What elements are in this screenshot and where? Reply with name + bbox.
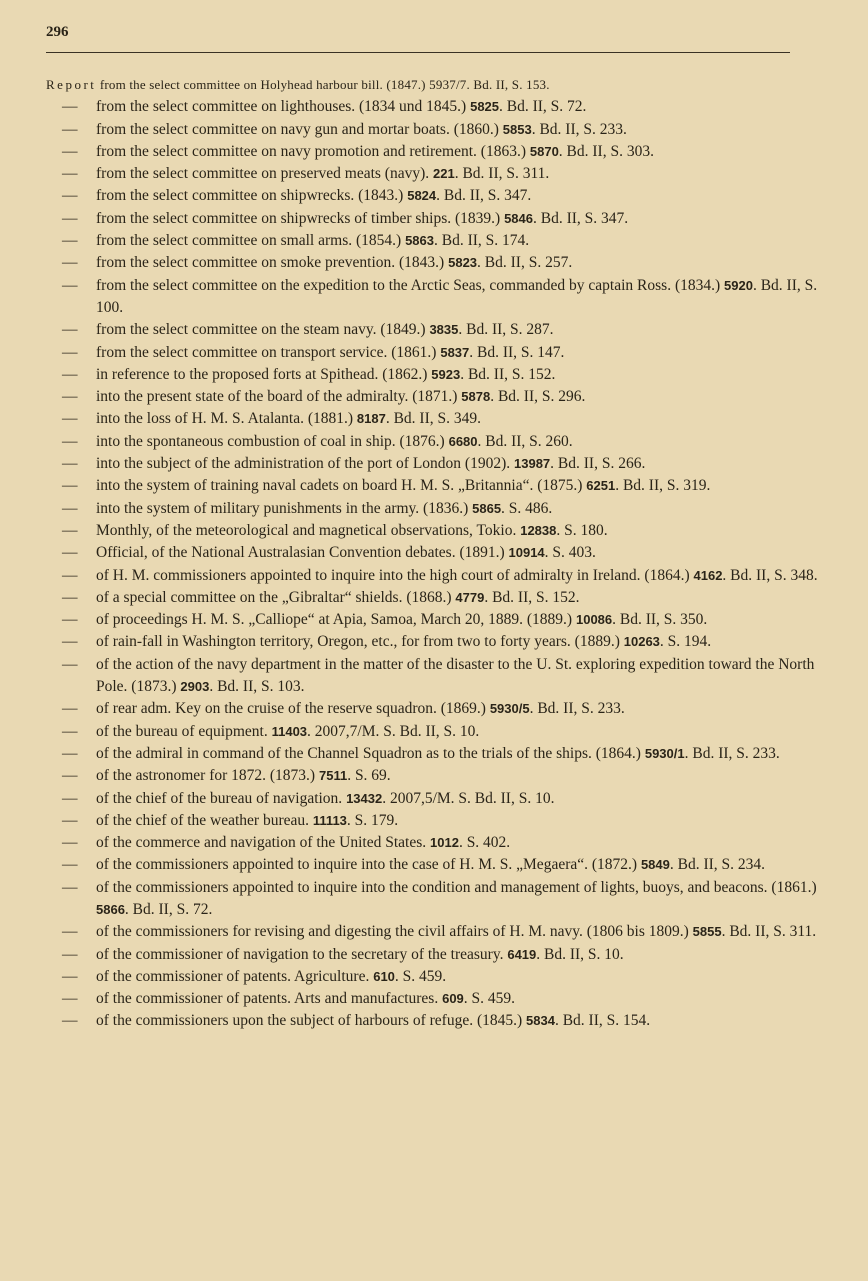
entry-reference: . Bd. II, S. 311. bbox=[721, 923, 817, 941]
entry-shelf-number: 221 bbox=[433, 166, 455, 182]
entry-dash: — bbox=[62, 544, 78, 562]
index-entry bbox=[46, 698, 822, 720]
index-entry bbox=[46, 1010, 822, 1032]
entry-reference: . S. 179. bbox=[346, 811, 399, 829]
index-entry bbox=[46, 542, 822, 564]
entry-text: from the select committee on lighthouses. (1834 und 1845.) bbox=[96, 98, 471, 116]
entry-shelf-number: 10263 bbox=[623, 634, 660, 650]
entry-text: from the select committee on smoke prevention. (1843.) bbox=[96, 254, 449, 272]
entry-dash: — bbox=[62, 209, 78, 227]
entry-text: from the select committee on small arms. (1854.) bbox=[96, 232, 406, 250]
entry-shelf-number: 5923 bbox=[431, 366, 461, 382]
entry-reference: . Bd. II, S. 260. bbox=[477, 432, 573, 450]
entry-dash: — bbox=[62, 521, 78, 539]
entry-text: from the select committee on preserved meats (navy). bbox=[96, 165, 433, 183]
entry-reference: . Bd. II, S. 154. bbox=[554, 1012, 651, 1030]
entry-dash: — bbox=[62, 98, 78, 116]
entry-reference: . Bd. II, S. 287. bbox=[458, 321, 554, 339]
entry-text: of the commissioner of patents. Agriculture. bbox=[96, 967, 374, 985]
entry-reference: . Bd. II, S. 10. bbox=[536, 945, 624, 963]
entry-shelf-number: 11113 bbox=[312, 812, 347, 828]
index-entry bbox=[46, 810, 822, 832]
index-entry bbox=[46, 631, 822, 653]
entry-text: of H. M. commissioners appointed to inquire into the high court of admiralty in Ireland. (1864.) bbox=[96, 566, 694, 584]
index-entry bbox=[46, 565, 822, 587]
entry-dash: — bbox=[62, 744, 78, 762]
entry-shelf-number: 4779 bbox=[455, 589, 485, 605]
entry-dash: — bbox=[62, 722, 78, 740]
entry-text: from the select committee on Holyhead harbour bill. (1847.) 5937/7. Bd. II, S. 153. bbox=[96, 77, 550, 92]
index-entry bbox=[46, 185, 822, 207]
entry-reference: . Bd. II, S. 266. bbox=[550, 455, 646, 473]
entry-dash: — bbox=[62, 120, 78, 138]
entry-reference: . Bd. II, S. 152. bbox=[484, 588, 580, 606]
entry-dash: — bbox=[62, 254, 78, 272]
entry-shelf-number: 5825 bbox=[470, 99, 500, 115]
index-entry bbox=[46, 453, 822, 475]
entry-shelf-number: 11403 bbox=[271, 723, 308, 739]
entry-shelf-number: 5846 bbox=[504, 210, 533, 226]
entry-shelf-number: 5855 bbox=[692, 924, 722, 940]
entry-shelf-number: 3835 bbox=[429, 322, 459, 338]
entry-dash: — bbox=[62, 923, 78, 941]
entry-lead-word: Report bbox=[46, 77, 97, 92]
entry-shelf-number: 1012 bbox=[430, 835, 459, 851]
entry-shelf-number: 5878 bbox=[461, 389, 491, 405]
entry-shelf-number: 5824 bbox=[407, 188, 437, 204]
index-entry bbox=[46, 721, 822, 743]
entry-dash: — bbox=[62, 834, 78, 852]
entry-dash: — bbox=[62, 655, 78, 673]
page-number: 296 bbox=[46, 24, 69, 40]
entry-reference: . S. 69. bbox=[347, 767, 391, 785]
entry-dash: — bbox=[62, 343, 78, 361]
index-entry bbox=[46, 609, 822, 631]
entry-reference: . S. 486. bbox=[501, 499, 553, 517]
entry-shelf-number: 5870 bbox=[529, 143, 559, 159]
entry-text: of the commerce and navigation of the United States. bbox=[96, 834, 431, 852]
entry-reference: . Bd. II, S. 233. bbox=[531, 120, 627, 138]
entry-dash: — bbox=[62, 232, 78, 250]
entry-reference: . Bd. II, S. 257. bbox=[477, 254, 573, 272]
entry-dash: — bbox=[62, 611, 78, 629]
entry-shelf-number: 4162 bbox=[693, 567, 723, 583]
entry-text: from the select committee on transport service. (1861.) bbox=[96, 343, 441, 361]
entry-dash: — bbox=[62, 410, 78, 428]
entry-dash: — bbox=[62, 1012, 78, 1030]
index-entry bbox=[46, 364, 822, 386]
header-rule bbox=[46, 52, 790, 53]
entry-text: of the commissioners appointed to inquire into the condition and management of lights, buoys, and beacons. (1861.) bbox=[96, 878, 817, 896]
entry-reference: . 2007,5/M. S. Bd. II, S. 10. bbox=[382, 789, 555, 807]
index-entry bbox=[46, 854, 822, 876]
entry-reference: . Bd. II, S. 152. bbox=[460, 365, 556, 383]
entry-text: into the system of military punishments in the army. (1836.) bbox=[96, 499, 473, 517]
entry-shelf-number: 5863 bbox=[405, 233, 434, 249]
index-entry bbox=[46, 252, 822, 274]
entry-reference: . Bd. II, S. 174. bbox=[433, 232, 530, 250]
index-entry bbox=[46, 275, 822, 320]
entry-text: of the commissioner of patents. Arts and manufactures. bbox=[96, 990, 443, 1008]
entry-reference: . Bd. II, S. 147. bbox=[469, 343, 565, 361]
entry-text: of the astronomer for 1872. (1873.) bbox=[96, 767, 319, 785]
entry-reference: . Bd. II, S. 347. bbox=[533, 209, 629, 227]
index-entry bbox=[46, 921, 822, 943]
entry-dash: — bbox=[62, 767, 78, 785]
index-entry bbox=[46, 408, 822, 430]
entry-reference: . Bd. II, S. 100. bbox=[96, 276, 818, 316]
entry-dash: — bbox=[62, 321, 78, 339]
entry-shelf-number: 6680 bbox=[448, 433, 478, 449]
entry-shelf-number: 13432 bbox=[346, 790, 383, 806]
entry-dash: — bbox=[62, 856, 78, 874]
entry-reference: . S. 180. bbox=[556, 521, 608, 539]
entry-reference: . S. 459. bbox=[463, 990, 516, 1008]
entry-text: into the spontaneous combustion of coal in ship. (1876.) bbox=[96, 432, 449, 450]
entry-shelf-number: 6251 bbox=[586, 478, 616, 494]
entry-text: of rain-fall in Washington territory, Oregon, etc., for from two to forty years. (1889.) bbox=[96, 633, 624, 651]
entry-reference: . Bd. II, S. 311. bbox=[454, 165, 550, 183]
entry-reference: . Bd. II, S. 303. bbox=[558, 142, 654, 160]
entry-dash: — bbox=[62, 388, 78, 406]
entry-dash: — bbox=[62, 142, 78, 160]
entry-reference: . Bd. II, S. 233. bbox=[529, 700, 625, 718]
entry-dash: — bbox=[62, 455, 78, 473]
entry-text: from the select committee on the steam navy. (1849.) bbox=[96, 321, 430, 339]
entry-reference: . Bd. II, S. 347. bbox=[436, 187, 532, 205]
entry-dash: — bbox=[62, 945, 78, 963]
index-entries bbox=[46, 74, 822, 1033]
index-entry bbox=[46, 654, 822, 699]
index-entry bbox=[46, 475, 822, 497]
index-entry bbox=[46, 386, 822, 408]
index-entry bbox=[46, 520, 822, 542]
index-entry bbox=[46, 141, 822, 163]
entry-shelf-number: 7511 bbox=[318, 768, 348, 784]
entry-reference: . 2007,7/M. S. Bd. II, S. 10. bbox=[307, 722, 480, 740]
index-entry bbox=[46, 788, 822, 810]
entry-reference: . Bd. II, S. 72. bbox=[124, 900, 213, 918]
entry-text: from the select committee on navy gun and mortar boats. (1860.) bbox=[96, 120, 503, 138]
entry-text: of the commissioners for revising and digesting the civil affairs of H. M. navy. (1806 bis 1809.) bbox=[96, 923, 693, 941]
entry-list bbox=[46, 96, 822, 1032]
entry-text: from the select committee on navy promotion and retirement. (1863.) bbox=[96, 142, 530, 160]
entry-text: into the subject of the administration of the port of London (1902). bbox=[96, 455, 514, 473]
entry-shelf-number: 5823 bbox=[448, 255, 478, 271]
first-entry bbox=[46, 74, 822, 96]
entry-shelf-number: 5930/5 bbox=[489, 701, 530, 717]
index-entry bbox=[46, 230, 822, 252]
index-entry bbox=[46, 208, 822, 230]
entry-shelf-number: 5865 bbox=[472, 500, 502, 516]
entry-shelf-number: 5920 bbox=[724, 277, 753, 293]
index-entry bbox=[46, 319, 822, 341]
entry-reference: . Bd. II, S. 72. bbox=[499, 98, 587, 116]
entry-text: of proceedings H. M. S. „Calliope“ at Apia, Samoa, March 20, 1889. (1889.) bbox=[96, 611, 576, 629]
entry-dash: — bbox=[62, 187, 78, 205]
entry-reference: . S. 402. bbox=[458, 834, 511, 852]
entry-dash: — bbox=[62, 477, 78, 495]
index-entry bbox=[46, 498, 822, 520]
entry-reference: . S. 403. bbox=[544, 544, 596, 562]
entry-reference: . S. 194. bbox=[659, 633, 712, 651]
entry-dash: — bbox=[62, 566, 78, 584]
entry-text: of the chief of the weather bureau. bbox=[96, 811, 313, 829]
entry-reference: . Bd. II, S. 349. bbox=[385, 410, 481, 428]
entry-reference: . Bd. II, S. 296. bbox=[490, 388, 586, 406]
entry-shelf-number: 5853 bbox=[502, 121, 532, 137]
entry-shelf-number: 13987 bbox=[514, 456, 551, 472]
entry-text: of a special committee on the „Gibraltar“ shields. (1868.) bbox=[96, 588, 456, 606]
entry-shelf-number: 5849 bbox=[640, 857, 670, 873]
entry-text: from the select committee on shipwrecks of timber ships. (1839.) bbox=[96, 209, 505, 227]
entry-reference: . S. 459. bbox=[394, 967, 447, 985]
entry-dash: — bbox=[62, 789, 78, 807]
entry-dash: — bbox=[62, 588, 78, 606]
entry-dash: — bbox=[62, 365, 78, 383]
index-entry bbox=[46, 96, 822, 118]
entry-reference: . Bd. II, S. 348. bbox=[722, 566, 818, 584]
index-entry bbox=[46, 988, 822, 1010]
entry-shelf-number: 8187 bbox=[356, 411, 386, 427]
entry-text: into the loss of H. M. S. Atalanta. (1881.) bbox=[96, 410, 357, 428]
entry-shelf-number: 10914 bbox=[508, 545, 545, 561]
entry-dash: — bbox=[62, 633, 78, 651]
entry-text: of the chief of the bureau of navigation. bbox=[96, 789, 347, 807]
index-entry bbox=[46, 944, 822, 966]
entry-dash: — bbox=[62, 990, 78, 1008]
entry-reference: . Bd. II, S. 350. bbox=[612, 611, 708, 629]
entry-reference: . Bd. II, S. 103. bbox=[209, 678, 305, 696]
entry-reference: . Bd. II, S. 233. bbox=[684, 744, 780, 762]
entry-text: in reference to the proposed forts at Spithead. (1862.) bbox=[96, 365, 432, 383]
entry-shelf-number: 5834 bbox=[526, 1013, 555, 1029]
entry-reference: . Bd. II, S. 319. bbox=[615, 477, 711, 495]
index-entry bbox=[46, 765, 822, 787]
entry-dash: — bbox=[62, 432, 78, 450]
entry-text: from the select committee on the expedition to the Arctic Seas, commanded by captain Ross. (1834.) bbox=[96, 276, 725, 294]
index-entry bbox=[46, 163, 822, 185]
entry-text: of the commissioners appointed to inquire into the case of H. M. S. „Megaera“. (1872.) bbox=[96, 856, 641, 874]
entry-shelf-number: 5837 bbox=[440, 344, 470, 360]
entry-shelf-number: 10086 bbox=[575, 612, 613, 628]
entry-text: of the action of the navy department in the matter of the disaster to the U. St. exploring expedition toward the North Pole. (1873.) bbox=[96, 655, 815, 696]
entry-dash: — bbox=[62, 700, 78, 718]
index-entry bbox=[46, 342, 822, 364]
index-entry bbox=[46, 587, 822, 609]
entry-dash: — bbox=[62, 878, 78, 896]
entry-text: Monthly, of the meteorological and magnetical observations, Tokio. bbox=[96, 521, 521, 539]
entry-dash: — bbox=[62, 276, 78, 294]
index-entry bbox=[46, 119, 822, 141]
entry-text: of rear adm. Key on the cruise of the reserve squadron. (1869.) bbox=[96, 700, 490, 718]
entry-dash: — bbox=[62, 967, 78, 985]
entry-shelf-number: 5866 bbox=[96, 901, 125, 917]
index-entry bbox=[46, 431, 822, 453]
entry-dash: — bbox=[62, 165, 78, 183]
entry-dash: — bbox=[62, 811, 78, 829]
entry-shelf-number: 609 bbox=[442, 991, 464, 1007]
entry-text: of the admiral in command of the Channel Squadron as to the trials of the ships. (1864.) bbox=[96, 744, 645, 762]
entry-shelf-number: 6419 bbox=[507, 946, 537, 962]
entry-text: into the present state of the board of the admiralty. (1871.) bbox=[96, 388, 462, 406]
entry-shelf-number: 12838 bbox=[520, 522, 557, 538]
index-entry bbox=[46, 832, 822, 854]
entry-shelf-number: 610 bbox=[373, 968, 395, 984]
entry-text: into the system of training naval cadets on board H. M. S. „Britannia“. (1875.) bbox=[96, 477, 587, 495]
index-entry bbox=[46, 743, 822, 765]
entry-dash: — bbox=[62, 499, 78, 517]
entry-text: of the commissioners upon the subject of harbours of refuge. (1845.) bbox=[96, 1012, 527, 1030]
index-entry bbox=[46, 877, 822, 922]
entry-text: Official, of the National Australasian Convention debates. (1891.) bbox=[96, 544, 509, 562]
entry-shelf-number: 2903 bbox=[180, 679, 210, 695]
index-entry bbox=[46, 966, 822, 988]
entry-text: of the bureau of equipment. bbox=[96, 722, 272, 740]
entry-reference: . Bd. II, S. 234. bbox=[669, 856, 766, 874]
entry-shelf-number: 5930/1 bbox=[644, 745, 685, 761]
entry-text: of the commissioner of navigation to the secretary of the treasury. bbox=[96, 945, 508, 963]
entry-text: from the select committee on shipwrecks. (1843.) bbox=[96, 187, 408, 205]
